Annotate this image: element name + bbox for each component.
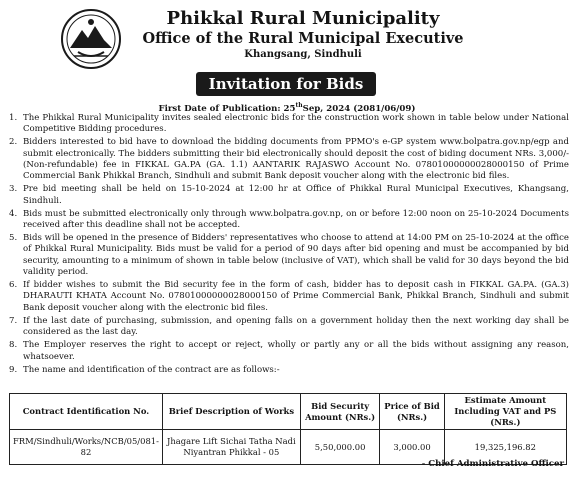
header-contract-id: Contract Identification No. bbox=[10, 394, 163, 430]
clause-number: 8. bbox=[9, 340, 18, 351]
publication-date-label: First Date of Publication: 25 bbox=[158, 103, 296, 114]
clause-number: 2. bbox=[9, 137, 18, 148]
publication-date-suffix: th bbox=[295, 102, 303, 109]
clause-item bbox=[9, 365, 569, 376]
signature-line: - Chief Administrative Officer bbox=[421, 459, 564, 469]
clause-item bbox=[9, 184, 569, 207]
clause-number: 3. bbox=[9, 184, 18, 195]
clause-item bbox=[9, 340, 569, 363]
clause-item bbox=[9, 113, 569, 136]
clause-number: 9. bbox=[9, 364, 18, 375]
clause-text: The Phikkal Rural Municipality invites sealed electronic bids for the construction work shown in table below under National Competitive Bidding procedures. bbox=[23, 113, 569, 135]
notice-header bbox=[0, 8, 574, 61]
cell-description: Jhagare Lift Sichai Tatha Nadi Niyantran Phikkal - 05 bbox=[162, 430, 300, 465]
header-bid-security: Bid Security Amount (NRs.) bbox=[300, 394, 380, 430]
clause-item bbox=[9, 137, 569, 182]
header-description: Brief Description of Works bbox=[162, 394, 300, 430]
clause-text: Pre bid meeting shall be held on 15-10-2024 at 12:00 hr at Office of Phikkal Rural Municipal Executives, Khangsang, Sindhuli. bbox=[23, 184, 569, 206]
cell-estimate: 19,325,196.82 bbox=[444, 430, 566, 465]
municipality-name: Phikkal Rural Municipality bbox=[166, 8, 440, 29]
clause-text: Bids must be submitted electronically only through www.bolpatra.gov.np, on or before 12:00 noon on 25-10-2024 Documents received after this deadline shall not be accepted. bbox=[23, 208, 569, 231]
header-estimate: Estimate Amount Including VAT and PS (NRs.) bbox=[444, 394, 566, 430]
clause-text: Bids will be opened in the presence of Bidders' representatives who choose to attend at 14:00 PM on 25-10-2024 at the office of Phikkal Rural Municipality. Bids must be valid for a period of 90 days after bid opening and must be accompanied by bid security, amounting to a minimum of shown in table below (inclusive of VAT), which shall be valid for 30 days beyond the bid validity period. bbox=[23, 233, 569, 278]
clause-item bbox=[9, 280, 569, 314]
cell-contract-id: FRM/Sindhuli/Works/NCB/05/081-82 bbox=[10, 430, 163, 465]
clause-text: The name and identification of the contract are as follows:- bbox=[23, 364, 280, 375]
clause-text: The Employer reserves the right to accept or reject, wholly or partly any or all the bids without assigning any reason, whatsoever. bbox=[23, 340, 569, 362]
clause-number: 5. bbox=[9, 233, 18, 244]
clause-number: 6. bbox=[9, 280, 18, 291]
clause-number: 4. bbox=[9, 208, 18, 219]
cell-bid-security: 5,50,000.00 bbox=[300, 430, 380, 465]
notice-title-banner: Invitation for Bids bbox=[196, 72, 376, 96]
clause-list bbox=[9, 113, 569, 378]
clause-text: Bidders interested to bid have to download the bidding documents from PPMO's e-GP system www.bolpatra.gov.np/egp and submit electronically. The bidders submitting their bid electronically should deposit the cost of biding document NRs. 3,000/- (Non-refundable) fee in FIKKAL GA.PA (GA. 1.1) AANTARIK RAJASWO Account No. 07801000000028000150 of Prime Commercial Bank Phikkal Branch, Sindhuli and submit Bank deposit voucher along with the electronic bid files. bbox=[23, 137, 569, 182]
contract-table bbox=[9, 393, 567, 465]
header-price-of-bid: Price of Bid (NRs.) bbox=[380, 394, 444, 430]
clause-item bbox=[9, 316, 569, 339]
clause-text: If the last date of purchasing, submission, and opening falls on a government holiday then the next working day shall be considered as the last day. bbox=[23, 315, 569, 338]
clause-item bbox=[9, 233, 569, 278]
clause-item bbox=[9, 209, 569, 232]
clause-text: If bidder wishes to submit the Bid security fee in the form of cash, bidder has to deposit cash in FIKKAL GA.PA. (GA.3) DHARAUTI KHATA Account No. 07801000000028000150 of Prime Commercial Bank, Phikkal Branch, Sindhuli and submit Bank deposit voucher along with the electronic bid files. bbox=[23, 280, 569, 313]
cell-price-of-bid: 3,000.00 bbox=[380, 430, 444, 465]
clause-number: 1. bbox=[9, 113, 18, 123]
clause-number: 7. bbox=[9, 315, 18, 326]
table-header-row bbox=[10, 394, 567, 430]
publication-date-rest: Sep, 2024 (2081/06/09) bbox=[302, 103, 416, 114]
office-location: Khangsang, Sindhuli bbox=[244, 49, 362, 60]
office-name: Office of the Rural Municipal Executive bbox=[142, 30, 464, 47]
